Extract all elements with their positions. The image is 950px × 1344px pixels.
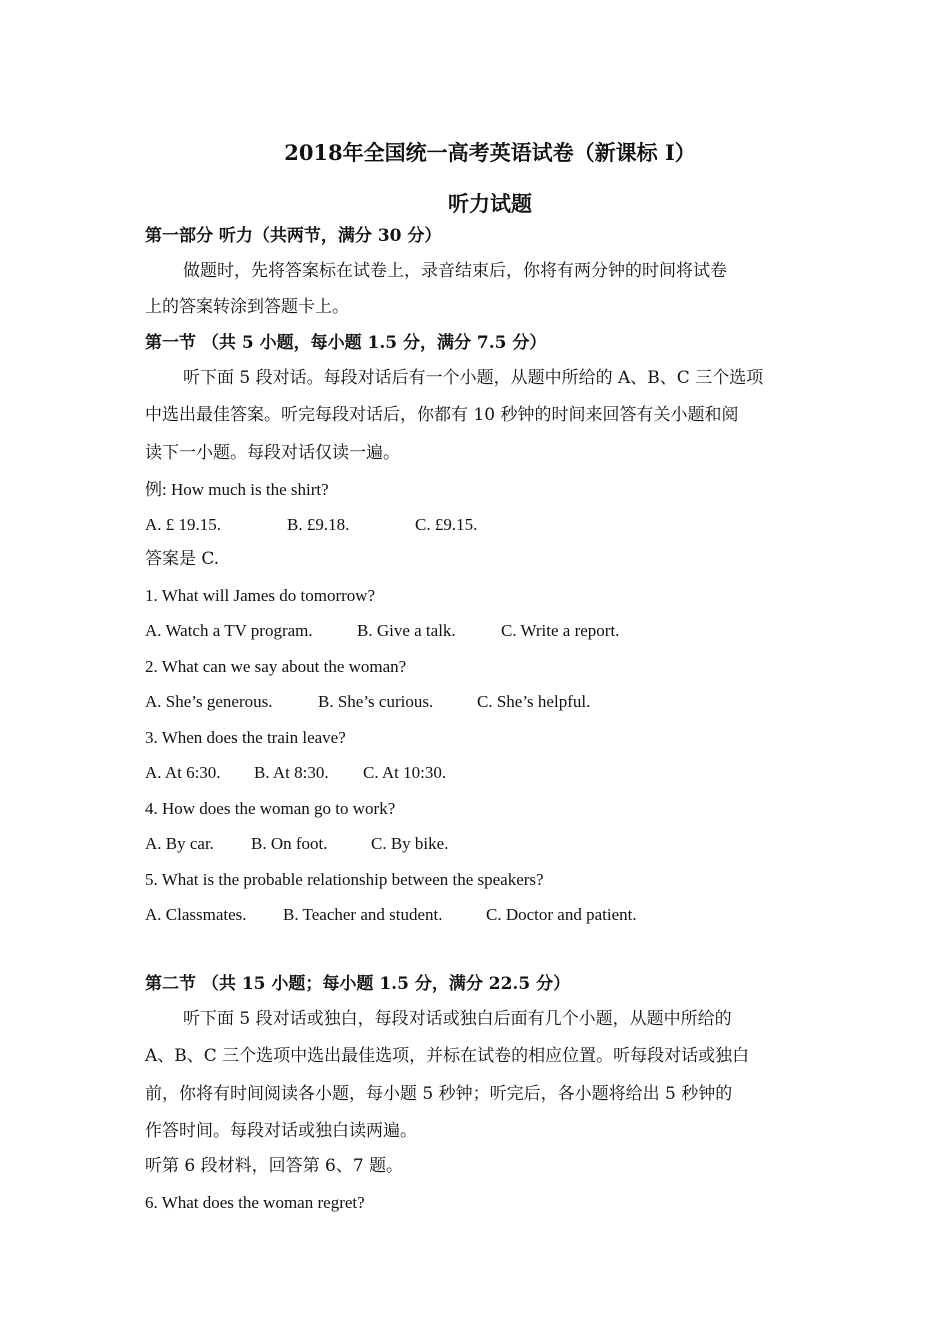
section2-instruction-line-1: 听下面 5 段对话或独白，每段对话或独白后面有几个小题，从题中所给的 bbox=[183, 1009, 732, 1029]
question-1-option-c: C. Write a report. bbox=[501, 621, 620, 640]
question-5-option-a: A. Classmates. bbox=[145, 905, 247, 924]
example-option-c: C. £9.15. bbox=[415, 515, 478, 534]
question-3-option-b: B. At 8:30. bbox=[254, 763, 329, 782]
section1-instruction-line-3: 读下一小题。每段对话仅读一遍。 bbox=[145, 443, 400, 463]
part1-heading: 第一部分 听力（共两节，满分 30 分） bbox=[145, 226, 442, 246]
question-3-option-c: C. At 10:30. bbox=[363, 763, 447, 782]
question-2-option-b: B. She’s curious. bbox=[318, 692, 434, 711]
section1-instruction-line-2: 中选出最佳答案。听完每段对话后，你都有 10 秒钟的时间来回答有关小题和阅 bbox=[145, 405, 739, 425]
question-2-option-c: C. She’s helpful. bbox=[477, 692, 591, 711]
section2-instruction-line-4: 作答时间。每段对话或独白读两遍。 bbox=[145, 1121, 417, 1141]
example-option-a: A. £ 19.15. bbox=[145, 515, 222, 534]
question-1-option-a: A. Watch a TV program. bbox=[145, 621, 313, 640]
example-answer: 答案是 C. bbox=[145, 549, 220, 569]
part1-intro-line-2: 上的答案转涂到答题卡上。 bbox=[145, 297, 349, 317]
example-option-b: B. £9.18. bbox=[287, 515, 350, 534]
material-instruction: 听第 6 段材料，回答第 6、7 题。 bbox=[145, 1156, 404, 1176]
question-1-option-b: B. Give a talk. bbox=[357, 621, 456, 640]
section2-instruction-line-3: 前，你将有时间阅读各小题，每小题 5 秒钟；听完后，各小题将给出 5 秒钟的 bbox=[145, 1084, 733, 1104]
question-2-option-a: A. She’s generous. bbox=[145, 692, 273, 711]
question-4-option-b: B. On foot. bbox=[251, 834, 328, 853]
question-5: 5. What is the probable relationship between the speakers? bbox=[145, 870, 544, 889]
question-4: 4. How does the woman go to work? bbox=[145, 799, 396, 818]
section1-instruction-line-1: 听下面 5 段对话。每段对话后有一个小题，从题中所给的 A、B、C 三个选项 bbox=[183, 368, 764, 388]
section1-heading: 第一节 （共 5 小题，每小题 1.5 分，满分 7.5 分） bbox=[145, 333, 547, 353]
section2-heading: 第二节 （共 15 小题；每小题 1.5 分，满分 22.5 分） bbox=[145, 974, 571, 994]
exam-subtitle: 听力试题 bbox=[448, 191, 532, 216]
example-question: 例: How much is the shirt? bbox=[145, 480, 329, 499]
question-5-option-c: C. Doctor and patient. bbox=[486, 905, 637, 924]
question-3-option-a: A. At 6:30. bbox=[145, 763, 221, 782]
section2-instruction-line-2: A、B、C 三个选项中选出最佳选项，并标在试卷的相应位置。听每段对话或独白 bbox=[145, 1046, 750, 1066]
question-6: 6. What does the woman regret? bbox=[145, 1193, 365, 1212]
question-3: 3. When does the train leave? bbox=[145, 728, 346, 747]
exam-title: 2018年全国统一高考英语试卷（新课标 I） bbox=[284, 140, 696, 165]
question-2: 2. What can we say about the woman? bbox=[145, 657, 407, 676]
question-1: 1. What will James do tomorrow? bbox=[145, 586, 376, 605]
question-4-option-a: A. By car. bbox=[145, 834, 214, 853]
part1-intro-line-1: 做题时，先将答案标在试卷上，录音结束后，你将有两分钟的时间将试卷 bbox=[183, 261, 727, 281]
question-4-option-c: C. By bike. bbox=[371, 834, 449, 853]
question-5-option-b: B. Teacher and student. bbox=[283, 905, 443, 924]
